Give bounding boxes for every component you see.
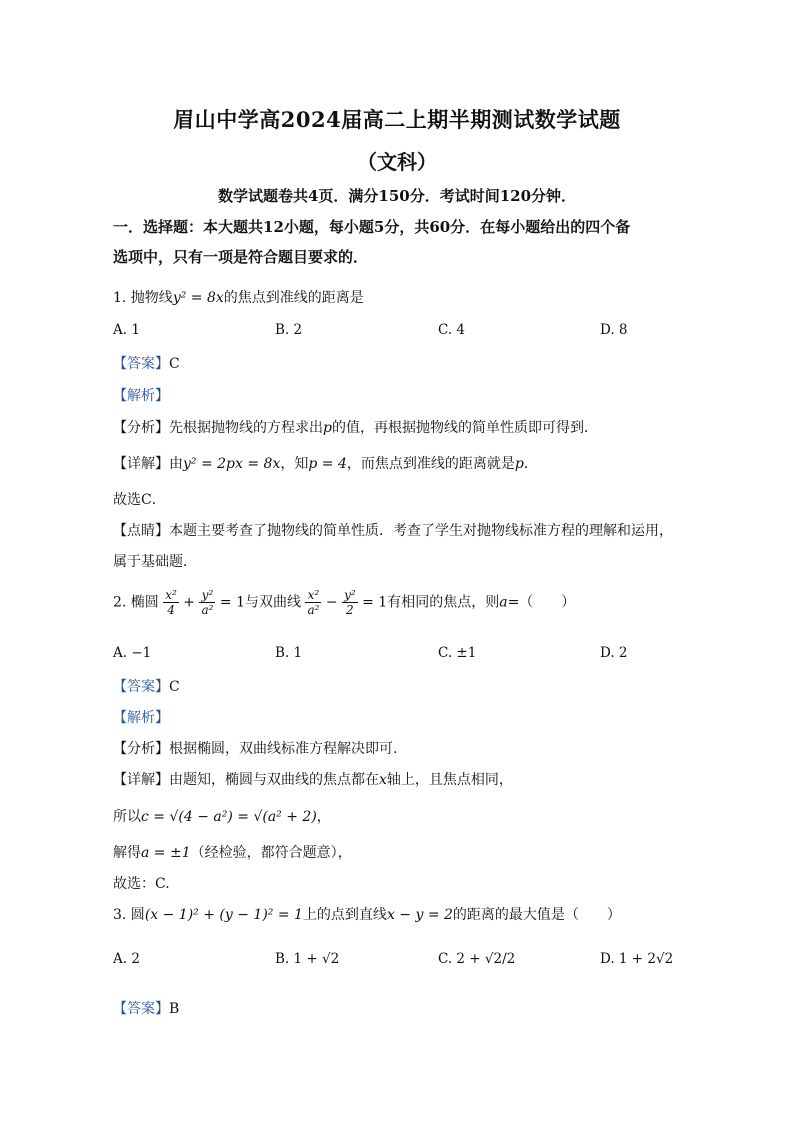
q1-option-b: B. 2 <box>275 322 303 338</box>
q2-so: 所以c = √(4 − a²) = √(a² + 2)， <box>113 809 331 825</box>
q1-comment: 【点睛】本题主要考查了抛物线的简单性质．考查了学生对抛物线标准方程的理解和运用， <box>113 523 673 539</box>
q1-option-d: D. 8 <box>600 322 628 338</box>
q2-option-a: A. −1 <box>113 645 152 661</box>
q1-comment-cont: 属于基础题． <box>113 554 197 570</box>
section-heading: 一．选择题：本大题共12小题，每小题5分，共60分．在每小题给出的四个备 选项中，只有一项是符合题目要求的． <box>113 218 631 266</box>
q3-option-c: C. 2 + √2/2 <box>438 951 516 967</box>
q2-analysis-label: 【解析】 <box>113 710 169 726</box>
exam-info: 数学试题卷共4页．满分150分．考试时间120分钟． <box>217 187 577 205</box>
q2-solve: 解得a = ±1（经检验，都符合题意）， <box>113 845 352 861</box>
q2-fenxi: 【分析】根据椭圆，双曲线标准方程解决即可. <box>113 741 398 757</box>
q2-option-b: B. 1 <box>275 645 303 661</box>
q3-option-b: B. 1 + √2 <box>275 951 340 967</box>
q3-answer: 【答案】B <box>113 1001 180 1017</box>
q2-answer: 【答案】C <box>113 679 180 695</box>
q2-option-d: D. 2 <box>600 645 628 661</box>
q1-choose: 故选C． <box>113 492 166 508</box>
q2-choose: 故选：C. <box>113 876 170 892</box>
q1-stem: 1. 抛物线y² = 8x的焦点到准线的距离是 <box>113 290 364 306</box>
q2-stem: 2. 椭圆 $\frac{\text{x²}}{4}$ + $\frac{\text{y²}}{\text{a²}}$ = 1与双曲线 $\frac{\text{x²}}{\text{a²}}$ − $\frac{\text{y²}}{2}$ = 1有相同的焦点，则a=（ ） <box>113 588 576 617</box>
q3-option-a: A. 2 <box>113 951 140 967</box>
q1-option-c: C. 4 <box>438 322 466 338</box>
q1-answer: 【答案】C <box>113 356 180 372</box>
q2-detail: 【详解】由题知，椭圆与双曲线的焦点都在x轴上，且焦点相同， <box>113 772 513 788</box>
page-subtitle: （文科） <box>357 150 437 174</box>
page-title: 眉山中学高2024届高二上期半期测试数学试题 <box>173 107 621 132</box>
q2-option-c: C. ±1 <box>438 645 477 661</box>
q1-analysis-label: 【解析】 <box>113 388 169 404</box>
q3-option-d: D. 1 + 2√2 <box>600 951 674 967</box>
q1-detail: 【详解】由y² = 2px = 8x，知p = 4，而焦点到准线的距离就是p． <box>113 456 538 472</box>
q3-stem: 3. 圆(x − 1)² + (y − 1)² = 1上的点到直线x − y = 2的距离的最大值是（ ） <box>113 907 621 923</box>
q1-option-a: A. 1 <box>113 322 140 338</box>
q1-fenxi: 【分析】先根据抛物线的方程求出p的值，再根据抛物线的简单性质即可得到． <box>113 420 598 436</box>
